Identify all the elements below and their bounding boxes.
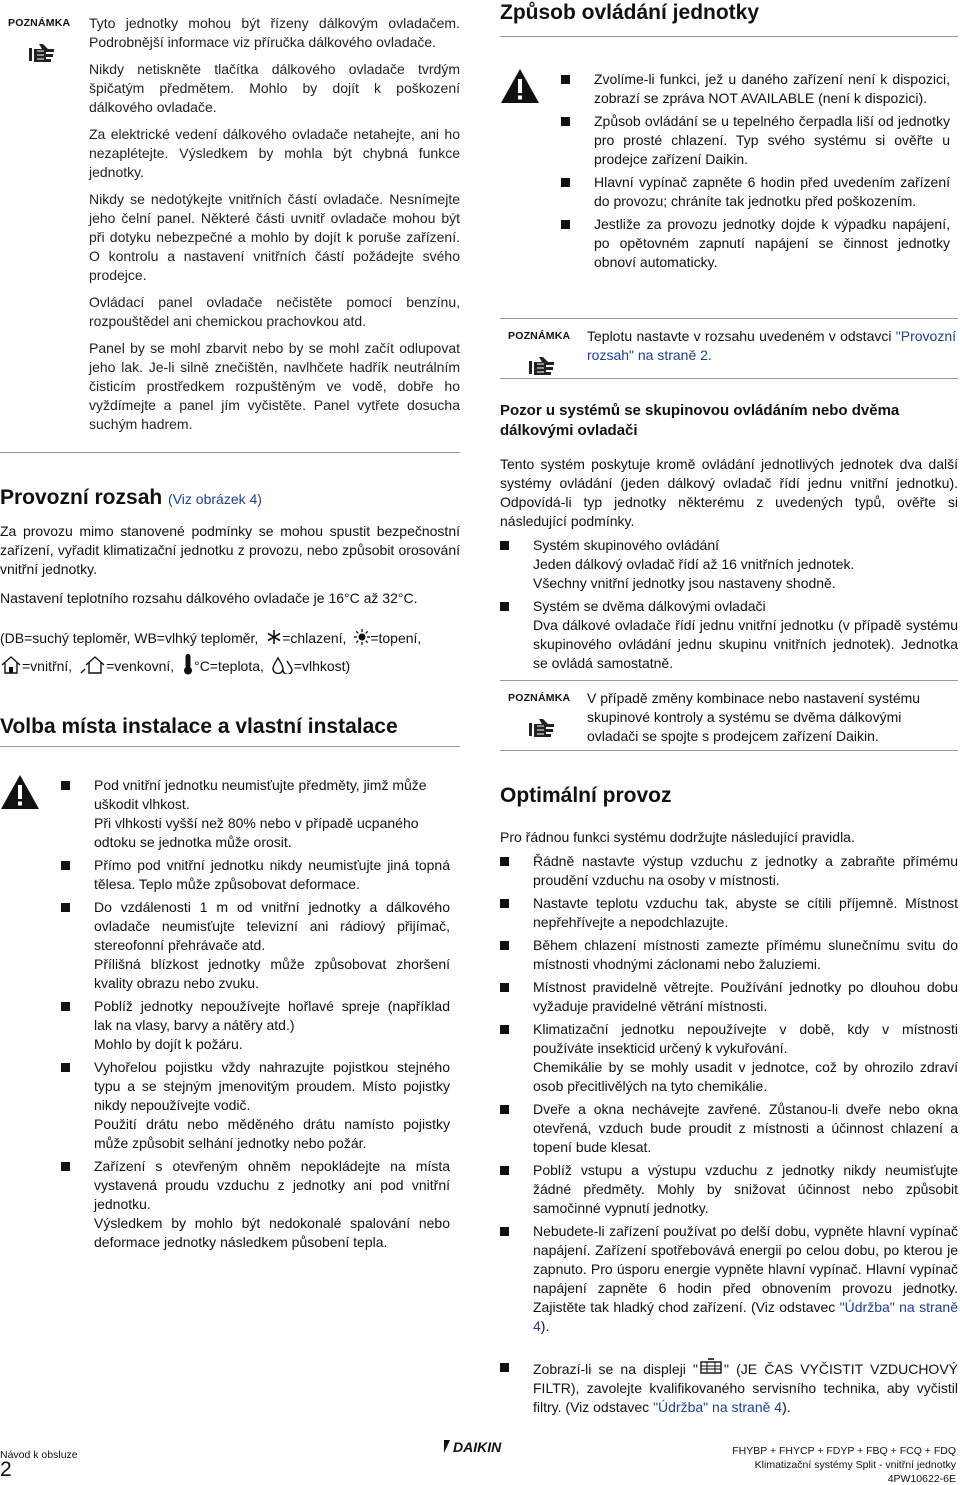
list-item — [61, 776, 450, 852]
maintenance-link[interactable]: "Údržba" na straně 4 — [533, 1299, 958, 1334]
legend-text: °C=teplota, — [194, 658, 264, 674]
item-text: " (JE ČAS VYČISTIT VZDUCHOVÝ FILTR), zavolejte kvalifikovaného servisního technika, aby vyčistil filtry. (Viz odstavec — [533, 1361, 958, 1415]
list-item — [500, 852, 958, 890]
group-list — [500, 536, 958, 677]
section-title-text: Provozní rozsah — [0, 486, 163, 509]
item-text: ). — [540, 1318, 550, 1334]
operating-range-section — [0, 485, 460, 680]
daikin-logo — [441, 1438, 517, 1456]
item-text: Klimatizační jednotku nepoužívejte v době, kdy v místnosti používáte insekticid určený k vykuřování. — [533, 1021, 958, 1056]
note-body: V případě změny kombinace nebo nastavení systému skupinové kontroly a systému se dvěma dálkovými ovladači se spojte s prodejcem zařízení Daikin. — [587, 690, 921, 744]
list-item — [500, 894, 958, 932]
legend-text: =chlazení, — [282, 630, 347, 646]
list-item — [561, 215, 950, 272]
divider — [500, 318, 958, 319]
list-item — [561, 173, 950, 211]
note-body — [587, 327, 956, 365]
item-text: Nastavte teplotu vzduchu tak, abyste se cítili příjemně. Místnost nepřehřívejte a nepodchlazujte. — [533, 895, 958, 930]
pointing-hand-icon — [526, 354, 556, 376]
item-text: Místnost pravidelně větrejte. Používání jednotky po dlouhou dobu vyžaduje pravidelné větrání místnosti. — [533, 979, 958, 1014]
list-item — [561, 70, 950, 108]
item-text — [533, 1361, 958, 1415]
note-label: POZNÁMKA — [508, 692, 571, 704]
house-outdoor-icon — [80, 656, 106, 674]
pointing-hand-icon — [26, 41, 56, 63]
legend-line — [0, 624, 460, 652]
item-text: Použití drátu nebo měděného drátu namísto pojistky může způsobit selhání jednotky nebo požár. — [94, 1116, 450, 1151]
item-text: Přílišná blízkost jednotky může způsobovat zhoršení kvality obrazu nebo zvuku. — [94, 956, 450, 991]
control-list — [561, 70, 950, 276]
item-text: Chemikálie by se mohly usadit v jednotce, což by ohrozilo zdraví osob přecitlivělých na tyto chemikálie. — [533, 1059, 958, 1094]
paragraph: Nastavení teplotního rozsahu dálkového ovladače je 16°C až 32°C. — [0, 590, 418, 606]
note-paragraph: Panel by se mohl zbarvit nebo by se mohl začít odlupovat jeho lak. Je-li silně znečištěn, navlhčete hadřík neutrálním čisticím prostředkem rozpuštěným ve vodě, dobře ho vyždímejte a panel jím vyčistěte. Panel vytřete dosucha suchým hadrem. — [89, 340, 460, 432]
list-item — [500, 1100, 958, 1157]
list-item — [500, 1222, 958, 1336]
list-item — [61, 856, 450, 894]
item-text: Všechny vnitřní jednotky jsou nastaveny shodně. — [533, 575, 836, 591]
list-item — [61, 898, 450, 993]
legend-text: =topení, — [370, 630, 422, 646]
note-label: POZNÁMKA — [8, 17, 71, 29]
paragraph: Tento systém poskytuje kromě ovládání jednotlivých jednotek dva další systémy ovládání (jeden dálkový ovladač řídí jednu vnitřní jednotku). Odpovídá-li typ jednotky některému z uvedených typů, ověřte si následující podmínky. — [500, 456, 958, 529]
divider — [500, 680, 958, 681]
note-text: Teplotu nastavte v rozsahu uvedeném v odstavci — [587, 328, 892, 344]
section-title: Volba místa instalace a vlastní instalace — [0, 715, 398, 738]
note-body — [89, 14, 460, 442]
item-text: Při vlhkosti vyšší než 80% nebo v případě ucpaného odtoku se jednotka může orosit. — [94, 815, 419, 850]
item-text: Systém se dvěma dálkovými ovladači — [533, 598, 766, 614]
legend-text: =venkovní, — [106, 658, 175, 674]
item-text: Systém skupinového ovládání — [533, 537, 719, 553]
water-drops-icon — [272, 656, 294, 674]
list-item — [500, 536, 958, 593]
item-text: Vyhořelou pojistku vždy nahrazujte pojistkou stejného typu a se stejným jmenovitým proudem. Místo pojistky nikdy nepoužívejte vodič. — [94, 1059, 450, 1113]
section-title — [0, 485, 460, 512]
model-list: FHYBP + FHYCP + FDYP + FBQ + FCQ + FDQ — [732, 1445, 956, 1457]
item-text: Dva dálkové ovladače řídí jednu vnitřní jednotku (v případě systému skupinového ovládání jednu skupinu vnitřních jednotek). Jednotka se ovládá samostatně. — [533, 617, 958, 671]
warning-triangle-icon — [0, 774, 40, 810]
note-label: POZNÁMKA — [508, 330, 571, 342]
divider — [0, 452, 460, 453]
symbol-legend — [0, 624, 460, 680]
item-text: Mohlo by dojít k požáru. — [94, 1036, 243, 1052]
list-item — [500, 1358, 958, 1417]
page-number: 2 — [0, 1458, 12, 1481]
list-item — [61, 1157, 450, 1252]
item-text: Řádně nastavte výstup vzduchu z jednotky a zabraňte přímému proudění vzduchu na osoby v místnosti. — [533, 853, 958, 888]
section-title: Pozor u systémů se skupinovou ovládáním nebo dvěma dálkovými ovladači — [500, 402, 900, 439]
item-text: ). — [782, 1399, 791, 1415]
item-text: Zobrazí-li se na displeji " — [533, 1361, 699, 1377]
list-item — [61, 1058, 450, 1153]
pointing-hand-icon — [526, 716, 556, 738]
item-text: Do vzdálenosti 1 m od vnitřní jednotky a dálkového ovladače neumisťujte televizní ani rádiový přijímač, stereofonní přehrávače atd. — [94, 899, 450, 953]
installation-section — [0, 714, 460, 740]
divider — [500, 378, 958, 379]
item-text: Způsob ovládání se u tepelného čerpadla liší od jednotky pro prosté chlazení. Typ svého systému si ověřte u prodejce zařízení Daikin. — [594, 113, 950, 167]
optimal-list — [500, 852, 958, 1421]
list-item — [500, 597, 958, 673]
list-item — [500, 978, 958, 1016]
footer-meta — [732, 1444, 956, 1485]
section-title: Způsob ovládání jednotky — [500, 1, 760, 24]
item-text: Poblíž vstupu a výstupu vzduchu z jednotky nikdy neumisťujte žádné předměty. Mohly by snižovat účinnost nebo způsobit samočinné vypnutí jednotky. — [533, 1162, 958, 1216]
item-text: Dveře a okna nechávejte zavřené. Zůstanou-li dveře nebo okna otevřená, vzduch bude proudit z místnosti a účinnost chlazení a topení bude klesat. — [533, 1101, 958, 1155]
snowflake-icon — [266, 629, 282, 645]
note-paragraph: Nikdy se nedotýkejte vnitřních částí ovladače. Nesnímejte jeho čelní panel. Některé části uvnitř ovladače mohou být při dotyku nebezpečné a mohlo by dojít k poruše zařízení. O kontrolu a nastavení vnitřních částí požádejte svého prodejce. — [89, 191, 460, 283]
item-text: Hlavní vypínač zapněte 6 hodin před uvedením zařízení do provozu; chráníte tak jednotku před poškozením. — [594, 174, 950, 209]
item-text — [533, 1223, 958, 1334]
paragraph: Za provozu mimo stanovené podmínky se mohou spustit bezpečnostní zařízení, vyřadit klimatizační jednotku z provozu, nebo způsobit orosování vnitřní jednotky. — [0, 523, 460, 577]
legend-text: =vlhkost) — [293, 658, 351, 674]
divider — [500, 750, 958, 751]
item-text: Přímo pod vnitřní jednotku nikdy neumisťujte jiná topná tělesa. Teplo může způsobovat deformace. — [94, 857, 450, 892]
warning-triangle-icon — [500, 68, 540, 104]
note-head — [508, 327, 594, 376]
item-text: Nebudete-li zařízení používat po delší dobu, vypněte hlavní vypínač napájení. Zařízení spotřebovává energii po celou dobu, po kterou je zapnuto. Pro úsporu energie vypněte hlavní vypínač. Hlavní vypínač napájení zapněte 6 hodin před obnovením provozu jednotky. Zajistěte tak hladký chod zařízení. (Viz odstavec — [533, 1223, 958, 1315]
svg-text:DAIKIN: DAIKIN — [453, 1439, 502, 1455]
house-indoor-icon — [0, 656, 22, 674]
note-paragraph: Za elektrické vedení dálkového ovladače netahejte, ani ho nezaplétejte. Výsledkem by mohla být chybná funkce jednotky. — [89, 126, 460, 180]
item-text: Zvolíme-li funkci, jež u daného zařízení není k dispozici, zobrazí se zpráva NOT AVAILABLE (není k dispozici). — [594, 71, 950, 106]
note-paragraph: Tyto jednotky mohou být řízeny dálkovým ovladačem. Podrobnější informace viz příručka dálkového ovladače. — [89, 15, 460, 50]
figure-reference-link[interactable]: (Viz obrázek 4) — [168, 491, 262, 507]
document-code: 4PW10622-6E — [887, 1473, 956, 1485]
footer-subtitle: Klimatizační systémy Split - vnitřní jednotky — [754, 1459, 956, 1471]
divider — [500, 36, 958, 37]
installation-list — [61, 776, 450, 1256]
list-item — [61, 997, 450, 1054]
item-text: Zařízení s otevřeným ohněm nepokládejte na místa vystavená proudu vzduchu z jednotky ani pod vnitřní jednotku. — [94, 1158, 450, 1212]
list-item — [500, 1020, 958, 1096]
note-head — [8, 14, 94, 63]
item-text: Jestliže za provozu jednotky dojde k výpadku napájení, po opětovném zapnutí napájení se činnost jednotky obnoví automaticky. — [594, 216, 950, 270]
divider — [0, 746, 460, 747]
operating-range-link[interactable]: "Provozní rozsah" na straně 2. — [587, 328, 956, 363]
note-paragraph: Nikdy netiskněte tlačítka dálkového ovladače tvrdým špičatým předmětem. Mohlo by dojít k poškození dálkového ovladače. — [89, 61, 460, 115]
list-item — [561, 112, 950, 169]
thermometer-icon — [182, 653, 194, 675]
item-text: Pod vnitřní jednotku neumisťujte předměty, jimž může uškodit vlhkost. — [94, 777, 427, 812]
item-text: Výsledkem by mohlo být nedokonalé spalování nebo deformace jednotky následkem působení tepla. — [94, 1215, 450, 1250]
sun-icon — [354, 629, 370, 645]
note-head — [508, 689, 594, 738]
item-text: Během chlazení místnosti zamezte přímému slunečnímu svitu do místnosti vhodnými záclonami nebo žaluziemi. — [533, 937, 958, 972]
maintenance-link[interactable]: "Údržba" na straně 4 — [653, 1399, 783, 1415]
legend-text: (DB=suchý teploměr, WB=vlhký teploměr, — [0, 630, 259, 646]
item-text: Poblíž jednotky nepoužívejte hořlavé spreje (například lak na vlasy, barvy a nátěry atd.) — [94, 998, 450, 1033]
legend-text: =vnitřní, — [22, 658, 73, 674]
list-item — [500, 1161, 958, 1218]
note-paragraph: Ovládací panel ovladače nečistěte pomocí benzínu, rozpouštědel ani chemickou prachovkou atd. — [89, 294, 460, 329]
list-item — [500, 936, 958, 974]
item-text: Jeden dálkový ovladač řídí až 16 vnitřních jednotek. — [533, 556, 855, 572]
paragraph: Pro řádnou funkci systému dodržujte následující pravidla. — [500, 829, 855, 845]
doc-type: Návod k obsluze — [0, 1449, 78, 1461]
legend-line — [0, 652, 460, 680]
filter-clean-icon — [698, 1358, 724, 1376]
section-title: Optimální provoz — [500, 784, 672, 807]
